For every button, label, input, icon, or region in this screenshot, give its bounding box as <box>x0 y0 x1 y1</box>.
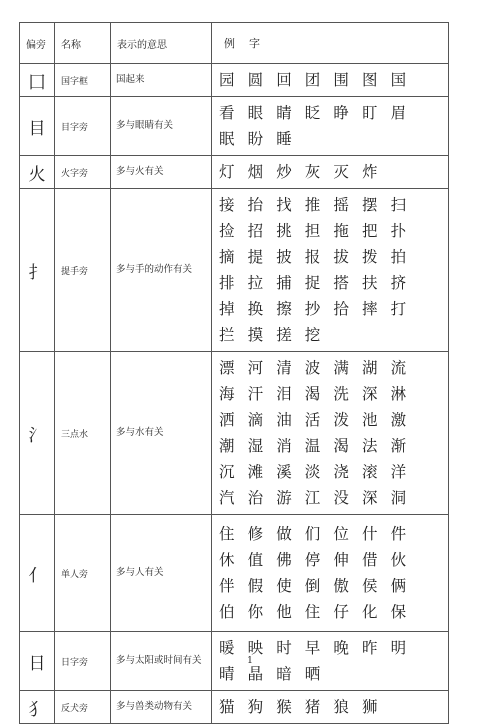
examples-cell <box>212 691 449 724</box>
example-character: 眉 <box>390 104 407 122</box>
example-character: 擦 <box>276 300 292 318</box>
example-character: 昨 <box>361 639 378 657</box>
name-cell: 提手旁 <box>55 189 111 352</box>
example-character: 盼 <box>247 130 264 148</box>
example-character: 晴 <box>219 665 235 683</box>
example-character: 湖 <box>361 359 378 377</box>
table-row <box>20 515 449 632</box>
example-character: 猫 <box>219 698 235 716</box>
example-character: 搭 <box>333 274 349 292</box>
example-character: 值 <box>247 551 264 569</box>
examples-cell <box>212 97 449 156</box>
examples-cell <box>212 156 449 189</box>
name-cell: 目字旁 <box>55 97 111 156</box>
radical-cell: 扌 <box>20 189 55 352</box>
example-character: 扑 <box>390 222 407 240</box>
table-row <box>20 352 449 515</box>
header-row <box>20 23 449 64</box>
example-character: 洋 <box>390 463 407 481</box>
radical-cell: 日 <box>20 632 55 691</box>
header-examples: 例字 <box>212 23 449 64</box>
table-row <box>20 156 449 189</box>
example-character: 淋 <box>390 385 407 403</box>
example-character: 汗 <box>247 385 264 403</box>
example-character: 俩 <box>390 577 407 595</box>
example-character: 拨 <box>361 248 378 266</box>
example-character: 池 <box>361 411 378 429</box>
example-character: 清 <box>276 359 292 377</box>
name-cell: 三点水 <box>55 352 111 515</box>
example-character: 明 <box>390 639 407 657</box>
examples-cell <box>212 189 449 352</box>
example-character: 满 <box>333 359 349 377</box>
example-character: 倒 <box>304 577 321 595</box>
example-character: 看 <box>219 104 235 122</box>
example-character: 休 <box>219 551 235 569</box>
example-character: 抬 <box>247 196 264 214</box>
example-character: 接 <box>219 196 235 214</box>
example-character: 河 <box>247 359 264 377</box>
example-character: 找 <box>276 196 292 214</box>
example-character: 拾 <box>333 300 349 318</box>
example-character: 眼 <box>247 104 264 122</box>
example-character: 披 <box>276 248 292 266</box>
example-character: 猴 <box>276 698 292 716</box>
example-character: 伸 <box>333 551 349 569</box>
header-name: 名称 <box>55 23 111 64</box>
example-character: 猪 <box>304 698 321 716</box>
example-character: 假 <box>247 577 264 595</box>
example-character: 温 <box>304 437 321 455</box>
example-character: 溪 <box>276 463 292 481</box>
header-meaning: 表示的意思 <box>111 23 212 64</box>
meaning-cell: 多与眼睛有关 <box>111 97 212 156</box>
meaning-cell: 多与兽类动物有关 <box>111 691 212 724</box>
example-character: 园 <box>219 71 235 89</box>
example-character: 拦 <box>219 326 235 344</box>
example-character: 排 <box>219 274 235 292</box>
example-character: 捕 <box>276 274 292 292</box>
example-character: 浇 <box>333 463 349 481</box>
example-character: 佛 <box>276 551 292 569</box>
header-radical: 偏旁 <box>20 23 55 64</box>
example-character: 滴 <box>247 411 264 429</box>
example-character: 圆 <box>247 71 264 89</box>
example-character: 时 <box>276 639 292 657</box>
example-character: 团 <box>304 71 321 89</box>
example-character: 停 <box>304 551 321 569</box>
example-character: 住 <box>219 525 235 543</box>
example-character: 修 <box>247 525 264 543</box>
example-character: 摇 <box>333 196 349 214</box>
example-character: 洞 <box>390 489 407 507</box>
examples-cell <box>212 64 449 97</box>
example-character: 炒 <box>276 163 292 181</box>
example-character: 摔 <box>361 300 378 318</box>
meaning-cell: 多与人有关 <box>111 515 212 632</box>
example-character: 掉 <box>219 300 235 318</box>
name-cell: 火字旁 <box>55 156 111 189</box>
example-character: 眠 <box>219 130 235 148</box>
example-character: 挖 <box>304 326 321 344</box>
example-character: 把 <box>361 222 378 240</box>
example-character: 渐 <box>390 437 407 455</box>
example-character: 渴 <box>304 385 321 403</box>
examples-cell <box>212 352 449 515</box>
meaning-cell: 多与太阳或时间有关 <box>111 632 212 691</box>
example-character: 捉 <box>304 274 321 292</box>
example-character: 摆 <box>361 196 378 214</box>
example-character: 漂 <box>219 359 235 377</box>
table-row <box>20 97 449 156</box>
example-character: 江 <box>304 489 321 507</box>
example-character: 洗 <box>333 385 349 403</box>
name-cell: 国字框 <box>55 64 111 97</box>
example-character: 伙 <box>390 551 407 569</box>
radical-cell: 氵 <box>20 352 55 515</box>
example-character: 狼 <box>333 698 349 716</box>
example-character: 消 <box>276 437 292 455</box>
example-character: 提 <box>247 248 264 266</box>
page-number: 1 <box>247 656 253 666</box>
example-character: 深 <box>361 385 378 403</box>
example-character: 换 <box>247 300 264 318</box>
examples-cell <box>212 515 449 632</box>
radical-cell: 火 <box>20 156 55 189</box>
example-character: 暗 <box>276 665 292 683</box>
example-character: 拖 <box>333 222 349 240</box>
example-character: 深 <box>361 489 378 507</box>
example-character: 搓 <box>276 326 292 344</box>
example-character: 盯 <box>361 104 378 122</box>
example-character: 扫 <box>390 196 407 214</box>
name-cell: 反犬旁 <box>55 691 111 724</box>
example-character: 借 <box>361 551 378 569</box>
example-character: 们 <box>304 525 321 543</box>
example-character: 活 <box>304 411 321 429</box>
example-character: 治 <box>247 489 264 507</box>
example-character: 渴 <box>333 437 349 455</box>
meaning-cell: 多与火有关 <box>111 156 212 189</box>
example-character: 报 <box>304 248 321 266</box>
example-character: 摘 <box>219 248 235 266</box>
example-character: 打 <box>390 300 407 318</box>
example-character: 傲 <box>333 577 349 595</box>
example-character: 抄 <box>304 300 321 318</box>
example-character: 游 <box>276 489 292 507</box>
example-character: 拉 <box>247 274 264 292</box>
example-character: 住 <box>304 603 321 621</box>
example-character: 他 <box>276 603 292 621</box>
example-character: 摸 <box>247 326 264 344</box>
example-character: 灯 <box>219 163 235 181</box>
table-row <box>20 189 449 352</box>
example-character: 捡 <box>219 222 235 240</box>
example-character: 件 <box>390 525 407 543</box>
example-character: 位 <box>333 525 349 543</box>
example-character: 法 <box>361 437 378 455</box>
example-character: 灭 <box>333 163 349 181</box>
example-character: 拍 <box>390 248 407 266</box>
name-cell: 日字旁 <box>55 632 111 691</box>
example-character: 滩 <box>247 463 264 481</box>
example-character: 拔 <box>333 248 349 266</box>
example-character: 油 <box>276 411 292 429</box>
example-character: 波 <box>304 359 321 377</box>
example-character: 没 <box>333 489 349 507</box>
radical-cell: 囗 <box>20 64 55 97</box>
table-row <box>20 691 449 724</box>
radical-table <box>19 22 449 724</box>
example-character: 仔 <box>333 603 349 621</box>
example-character: 沉 <box>219 463 235 481</box>
example-character: 国 <box>390 71 407 89</box>
example-character: 回 <box>276 71 292 89</box>
example-character: 什 <box>361 525 378 543</box>
example-character: 围 <box>333 71 349 89</box>
example-character: 灰 <box>304 163 321 181</box>
example-character: 推 <box>304 196 321 214</box>
example-character: 挤 <box>390 274 407 292</box>
example-character: 担 <box>304 222 321 240</box>
example-character: 睛 <box>276 104 292 122</box>
example-character: 泪 <box>276 385 292 403</box>
example-character: 眨 <box>304 104 321 122</box>
example-character: 伴 <box>219 577 235 595</box>
example-character: 扶 <box>361 274 378 292</box>
example-character: 睁 <box>333 104 349 122</box>
example-character: 你 <box>247 603 264 621</box>
meaning-cell: 国起来 <box>111 64 212 97</box>
example-character: 炸 <box>361 163 378 181</box>
example-character: 湿 <box>247 437 264 455</box>
radical-cell: 犭 <box>20 691 55 724</box>
example-character: 烟 <box>247 163 264 181</box>
example-character: 激 <box>390 411 407 429</box>
example-character: 狮 <box>361 698 378 716</box>
example-character: 伯 <box>219 603 235 621</box>
example-character: 汽 <box>219 489 235 507</box>
example-character: 早 <box>304 639 321 657</box>
meaning-cell: 多与水有关 <box>111 352 212 515</box>
example-character: 做 <box>276 525 292 543</box>
meaning-cell: 多与手的动作有关 <box>111 189 212 352</box>
table-row <box>20 64 449 97</box>
example-character: 晚 <box>333 639 349 657</box>
example-character: 化 <box>361 603 378 621</box>
example-character: 泼 <box>333 411 349 429</box>
example-character: 晶 <box>247 665 264 683</box>
example-character: 使 <box>276 577 292 595</box>
example-character: 暖 <box>219 639 235 657</box>
example-character: 睡 <box>276 130 292 148</box>
example-character: 挑 <box>276 222 292 240</box>
example-character: 洒 <box>219 411 235 429</box>
example-character: 保 <box>390 603 407 621</box>
example-character: 图 <box>361 71 378 89</box>
example-character: 滚 <box>361 463 378 481</box>
name-cell: 单人旁 <box>55 515 111 632</box>
example-character: 狗 <box>247 698 264 716</box>
example-character: 侯 <box>361 577 378 595</box>
example-character: 淡 <box>304 463 321 481</box>
radical-cell: 目 <box>20 97 55 156</box>
example-character: 流 <box>390 359 407 377</box>
example-character: 招 <box>247 222 264 240</box>
radical-cell: 亻 <box>20 515 55 632</box>
example-character: 晒 <box>304 665 321 683</box>
example-character: 潮 <box>219 437 235 455</box>
example-character: 海 <box>219 385 235 403</box>
example-character: 映 <box>247 639 264 657</box>
